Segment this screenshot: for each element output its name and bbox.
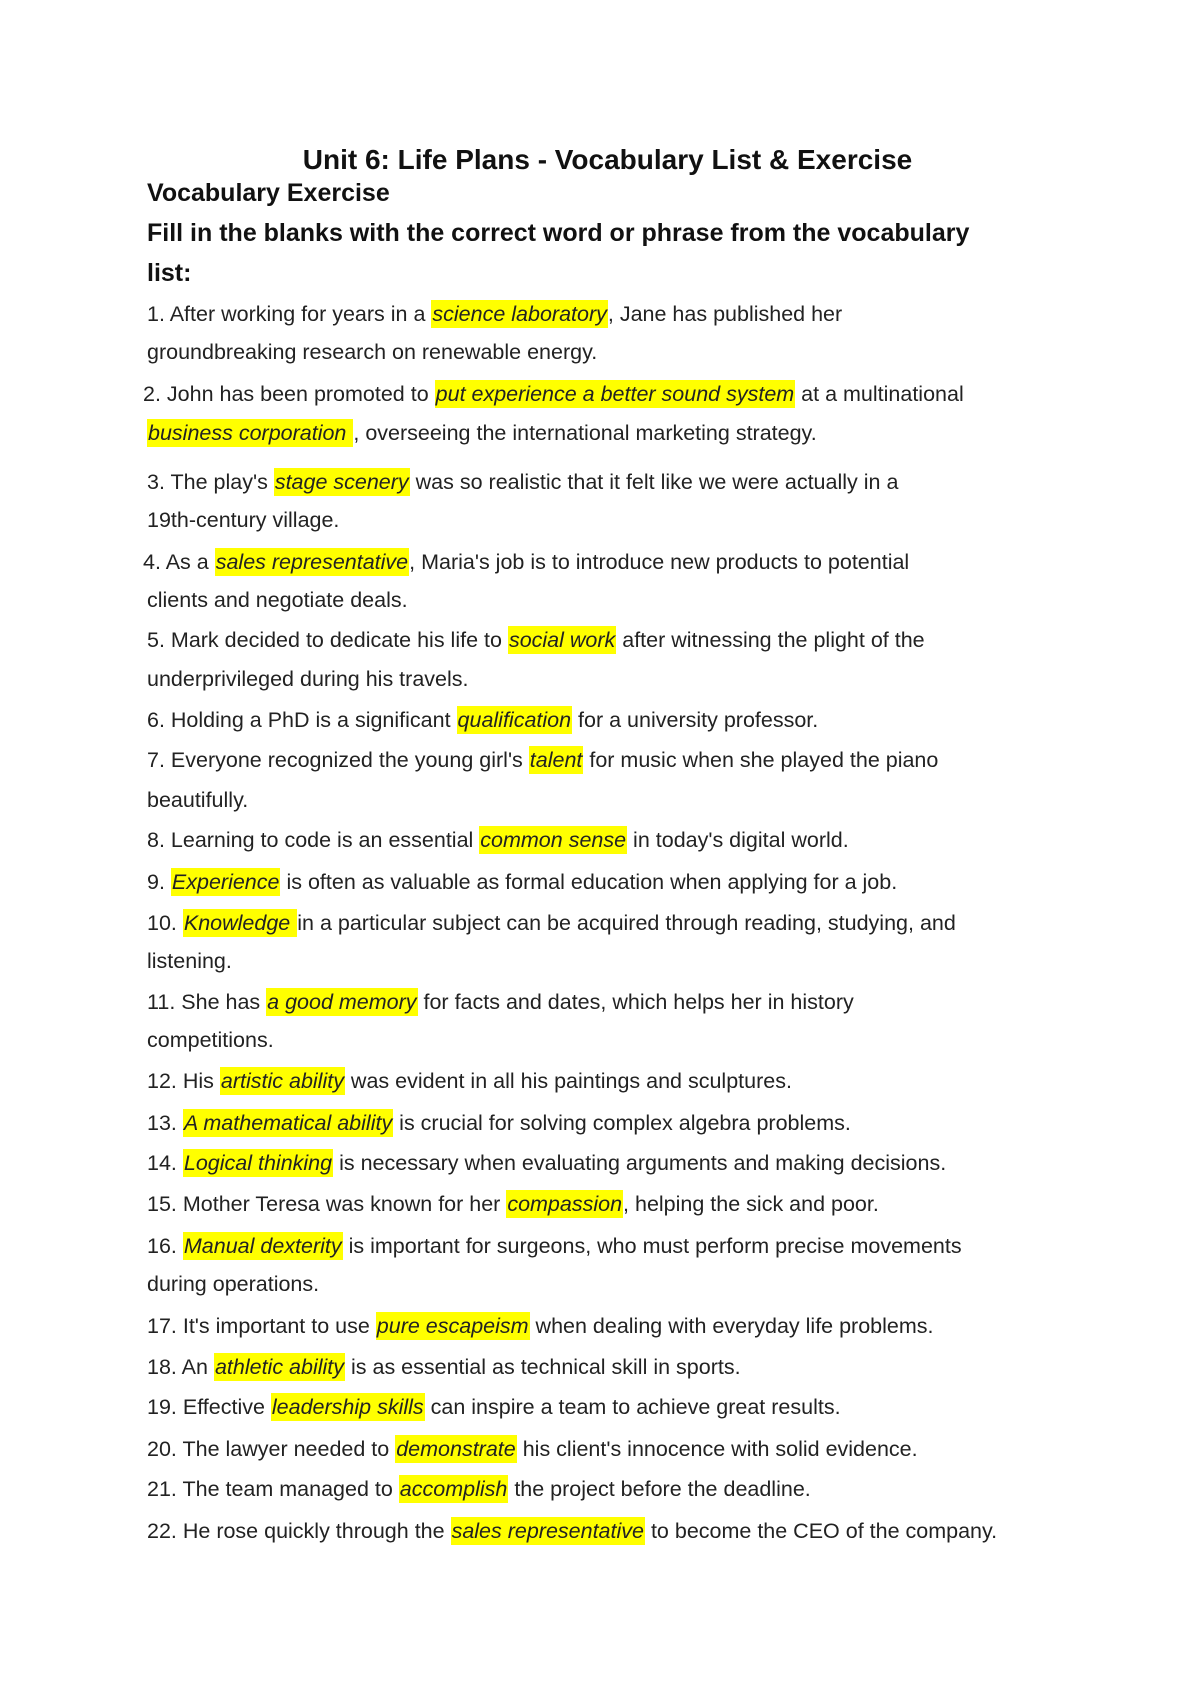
exercise-item-16-line <box>147 1270 319 1298</box>
sentence-text: 17. It's important to use <box>147 1314 376 1338</box>
sentence-text: 19th-century village. <box>147 508 340 532</box>
exercise-item-5-line <box>147 626 925 654</box>
sentence-text: after witnessing the plight of the <box>616 628 925 652</box>
highlighted-answer: A mathematical ability <box>183 1111 393 1135</box>
exercise-item-14-line <box>147 1149 946 1177</box>
exercise-item-10-line <box>147 947 232 975</box>
highlighted-answer: qualification <box>457 708 572 732</box>
sentence-text: competitions. <box>147 1028 274 1052</box>
highlighted-answer: a good memory <box>267 990 417 1014</box>
sentence-text: clients and negotiate deals. <box>147 588 408 612</box>
sentence-text: 12. His <box>147 1069 220 1093</box>
sentence-text: in today's digital world. <box>627 828 849 852</box>
highlighted-answer: compassion <box>507 1192 623 1216</box>
highlighted-answer: demonstrate <box>396 1437 516 1461</box>
highlighted-answer: stage scenery <box>274 470 409 494</box>
sentence-text: was so realistic that it felt like we were actually in a <box>409 470 899 494</box>
highlighted-answer: social work <box>508 628 616 652</box>
sentence-text: for a university professor. <box>572 708 819 732</box>
highlighted-answer: Manual dexterity <box>183 1234 342 1258</box>
highlighted-answer: sales representative <box>451 1519 644 1543</box>
sentence-text: 21. The team managed to <box>147 1477 399 1501</box>
exercise-item-18-line <box>147 1353 741 1381</box>
exercise-item-2-line <box>143 380 964 408</box>
exercise-item-1-line <box>147 338 597 366</box>
sentence-text: 4. As a <box>143 550 215 574</box>
sentence-text: 3. The play's <box>147 470 274 494</box>
sentence-text: 11. She has <box>147 990 267 1014</box>
exercise-item-16-line <box>147 1232 962 1260</box>
sentence-text: is crucial for solving complex algebra problems. <box>393 1111 851 1135</box>
sentence-text: 14. <box>147 1151 183 1175</box>
exercise-item-11-line <box>147 988 854 1016</box>
sentence-text: can inspire a team to achieve great results. <box>424 1395 841 1419</box>
sentence-text: 10. <box>147 911 183 935</box>
sentence-text: for music when she played the piano <box>583 748 939 772</box>
exercise-item-7-line <box>147 786 248 814</box>
highlighted-answer: Knowledge <box>183 911 297 935</box>
sentence-text: 2. John has been promoted to <box>143 382 435 406</box>
sentence-text: when dealing with everyday life problems. <box>529 1314 934 1338</box>
exercise-item-2-line <box>147 419 817 447</box>
sentence-text: is as essential as technical skill in sports. <box>345 1355 741 1379</box>
sentence-text: 22. He rose quickly through the <box>147 1519 451 1543</box>
highlighted-answer: pure escapeism <box>376 1314 529 1338</box>
sentence-text: is important for surgeons, who must perform precise movements <box>342 1234 962 1258</box>
exercise-item-7-line <box>147 746 938 774</box>
exercise-item-8-line <box>147 826 849 854</box>
exercise-item-11-line <box>147 1026 274 1054</box>
exercise-item-4-line <box>147 586 408 614</box>
sentence-text: 5. Mark decided to dedicate his life to <box>147 628 508 652</box>
highlighted-answer: put experience a better sound system <box>435 382 795 406</box>
highlighted-answer: sales representative <box>215 550 409 574</box>
highlighted-answer: leadership skills <box>271 1395 424 1419</box>
highlighted-answer: Experience <box>171 870 280 894</box>
sentence-text: is often as valuable as formal education when applying for a job. <box>280 870 898 894</box>
sentence-text: 16. <box>147 1234 183 1258</box>
exercise-item-17-line <box>147 1312 934 1340</box>
highlighted-answer: science laboratory <box>432 302 607 326</box>
sentence-text: 13. <box>147 1111 183 1135</box>
sentence-text: in a particular subject can be acquired through reading, studying, and <box>297 911 956 935</box>
highlighted-answer: common sense <box>480 828 627 852</box>
sentence-text: listening. <box>147 949 232 973</box>
sentence-text: for facts and dates, which helps her in history <box>417 990 854 1014</box>
sentence-text: 15. Mother Teresa was known for her <box>147 1192 507 1216</box>
sentence-text: during operations. <box>147 1272 320 1296</box>
sentence-text: to become the CEO of the company. <box>644 1519 998 1543</box>
exercise-item-20-line <box>147 1435 918 1463</box>
exercise-item-6-line <box>147 706 818 734</box>
sentence-text: beautifully. <box>147 788 249 812</box>
exercise-item-3-line <box>147 506 339 534</box>
exercise-item-21-line <box>147 1475 811 1503</box>
highlighted-answer: athletic ability <box>214 1355 345 1379</box>
instructions-line-2: list: <box>147 259 192 287</box>
sentence-text: , helping the sick and poor. <box>623 1192 879 1216</box>
exercise-item-3-line <box>147 468 898 496</box>
sentence-text: his client's innocence with solid evidence. <box>516 1437 918 1461</box>
highlighted-answer: artistic ability <box>220 1069 344 1093</box>
highlighted-answer: business corporation <box>148 421 353 445</box>
exercise-item-5-line <box>147 665 468 693</box>
section-heading: Vocabulary Exercise <box>147 179 390 207</box>
sentence-text: underprivileged during his travels. <box>147 667 469 691</box>
exercise-item-12-line <box>147 1067 792 1095</box>
exercise-item-9-line <box>147 868 897 896</box>
exercise-item-4-line <box>143 548 909 576</box>
highlighted-answer: Logical thinking <box>183 1151 333 1175</box>
exercise-item-19-line <box>147 1393 841 1421</box>
exercise-item-10-line <box>147 909 956 937</box>
page-title: Unit 6: Life Plans - Vocabulary List & Exercise <box>302 144 913 175</box>
sentence-text: was evident in all his paintings and sculptures. <box>344 1069 792 1093</box>
sentence-text: at a multinational <box>795 382 964 406</box>
instructions-line-1: Fill in the blanks with the correct word or phrase from the vocabulary <box>147 219 970 247</box>
sentence-text: the project before the deadline. <box>508 1477 811 1501</box>
highlighted-answer: accomplish <box>399 1477 508 1501</box>
sentence-text: 9. <box>147 870 171 894</box>
sentence-text: 1. After working for years in a <box>147 302 432 326</box>
sentence-text: 19. Effective <box>147 1395 271 1419</box>
sentence-text: 20. The lawyer needed to <box>147 1437 396 1461</box>
sentence-text: is necessary when evaluating arguments and making decisions. <box>333 1151 947 1175</box>
exercise-item-22-line <box>147 1517 997 1545</box>
sentence-text: , overseeing the international marketing strategy. <box>353 421 817 445</box>
sentence-text: , Jane has published her <box>607 302 843 326</box>
exercise-item-1-line <box>147 300 842 328</box>
sentence-text: 6. Holding a PhD is a significant <box>147 708 457 732</box>
sentence-text: 18. An <box>147 1355 214 1379</box>
sentence-text: , Maria's job is to introduce new products to potential <box>409 550 910 574</box>
sentence-text: 7. Everyone recognized the young girl's <box>147 748 529 772</box>
exercise-item-13-line <box>147 1109 851 1137</box>
highlighted-answer: talent <box>529 748 583 772</box>
sentence-text: groundbreaking research on renewable energy. <box>147 340 598 364</box>
exercise-item-15-line <box>147 1190 879 1218</box>
sentence-text: 8. Learning to code is an essential <box>147 828 480 852</box>
